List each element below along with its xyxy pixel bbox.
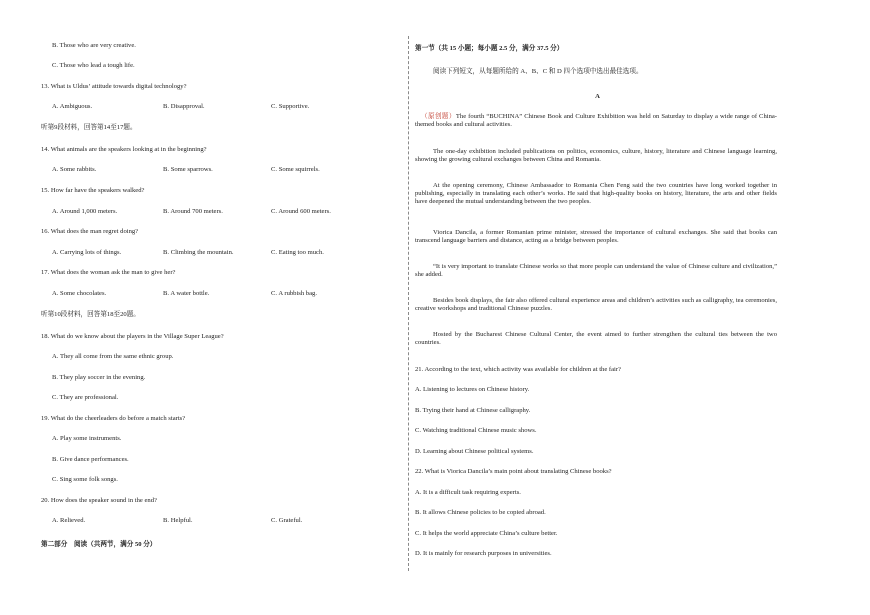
paragraph-7: Hosted by the Bucharest Chinese Cultural Center, the event aimed to further strengthen the cultural ties between the two countries.: [415, 331, 777, 347]
q21-option-d: D. Learning about Chinese political systems.: [415, 448, 534, 455]
original-tag: （原创题）: [421, 113, 456, 120]
q14-option-b: B. Some sparrows.: [163, 166, 213, 173]
q19-question: 19. What do the cheerleaders do before a match starts?: [41, 415, 186, 422]
paragraph-4: Viorica Dancila, a former Romanian prime minister, stressed the importance of cultural exchanges. She said that books can transcend language barriers and distance, acting as a bridge between peoples.: [415, 229, 777, 245]
q12-option-b: B. Those who are very creative.: [52, 42, 136, 49]
section-10-heading: 听第10段材料，回答第18至20题。: [41, 311, 140, 318]
q13-option-b: B. Disapproval.: [163, 103, 205, 110]
q14-question: 14. What animals are the speakers looking at in the beginning?: [41, 146, 207, 153]
q17-option-b: B. A water bottle.: [163, 290, 210, 297]
q17-question: 17. What does the woman ask the man to give her?: [41, 269, 176, 276]
paragraph-1: [415, 113, 777, 129]
paragraph-3: At the opening ceremony, Chinese Ambassador to Romania Chen Feng said the two countries have long worked together in publishing, especially in translating each other’s works. He said that high-quality books on history, literature, the arts and other fields have deepened the mutual understanding between the two peoples.: [415, 182, 777, 206]
q21-option-c: C. Watching traditional Chinese music shows.: [415, 427, 537, 434]
q13-option-c: C. Supportive.: [271, 103, 310, 110]
q22-option-b: B. It allows Chinese policies to be copied abroad.: [415, 509, 546, 516]
q20-option-a: A. Relieved.: [52, 517, 86, 524]
part-2-heading: 第二部分 阅读（共两节，满分 50 分）: [41, 541, 157, 548]
q20-question: 20. How does the speaker sound in the end?: [41, 497, 157, 504]
q18-option-b: B. They play soccer in the evening.: [52, 374, 146, 381]
q14-option-a: A. Some rabbits.: [52, 166, 97, 173]
q15-option-b: B. Around 700 meters.: [163, 208, 223, 215]
q14-option-c: C. Some squirrels.: [271, 166, 320, 173]
q13-question: 13. What is Uldus’ attitude towards digital technology?: [41, 83, 187, 90]
q16-question: 16. What does the man regret doing?: [41, 228, 139, 235]
q15-option-c: C. Around 600 meters.: [271, 208, 331, 215]
q15-option-a: A. Around 1,000 meters.: [52, 208, 118, 215]
q17-option-a: A. Some chocolates.: [52, 290, 107, 297]
q16-option-c: C. Eating too much.: [271, 249, 324, 256]
q16-option-b: B. Climbing the mountain.: [163, 249, 234, 256]
passage-label: A: [595, 93, 600, 100]
q18-option-a: A. They all come from the same ethnic group.: [52, 353, 174, 360]
paragraph-2: The one-day exhibition included publications on politics, economics, culture, history, literature and Chinese language learning, showing the growing cultural exchanges between China and Romania.: [415, 148, 777, 164]
paragraph-6: Besides book displays, the fair also offered cultural experience areas and children’s activities such as calligraphy, tea ceremonies, creative workshops and traditional Chinese puzzles.: [415, 297, 777, 313]
section-9-heading: 听第9段材料，回答第14至17题。: [41, 124, 137, 131]
q13-option-a: A. Ambiguous.: [52, 103, 93, 110]
q18-question: 18. What do we know about the players in the Village Super League?: [41, 333, 224, 340]
q22-option-d: D. It is mainly for research purposes in universities.: [415, 550, 552, 557]
section-1-heading: 第一节（共 15 小题；每小题 2.5 分，满分 37.5 分）: [415, 45, 564, 52]
q16-option-a: A. Carrying lots of things.: [52, 249, 122, 256]
q18-option-c: C. They are professional.: [52, 394, 119, 401]
paragraph-5: “It is very important to translate Chinese works so that more people can understand the value of Chinese culture and civilization,” she added.: [415, 263, 777, 279]
column-divider: [408, 36, 409, 571]
reading-instructions: 阅读下列短文，从每题所给的 A、B、C 和 D 四个选项中选出最佳选项。: [433, 68, 643, 75]
q21-option-a: A. Listening to lectures on Chinese history.: [415, 386, 530, 393]
q21-option-b: B. Trying their hand at Chinese calligraphy.: [415, 407, 531, 414]
q20-option-c: C. Grateful.: [271, 517, 303, 524]
q19-option-a: A. Play some instruments.: [52, 435, 122, 442]
q21-question: 21. According to the text, which activity was available for children at the fair?: [415, 366, 621, 373]
q12-option-c: C. Those who lead a tough life.: [52, 62, 135, 69]
paragraph-1-text: The fourth “BUCHINA” Chinese Book and Culture Exhibition was held on Saturday to display a wide range of China-themed books and cultural activities.: [415, 113, 778, 129]
q22-option-c: C. It helps the world appreciate China’s culture better.: [415, 530, 558, 537]
q15-question: 15. How far have the speakers walked?: [41, 187, 145, 194]
q17-option-c: C. A rubbish bag.: [271, 290, 317, 297]
q22-option-a: A. It is a difficult task requiring experts.: [415, 489, 521, 496]
q22-question: 22. What is Viorica Dancila’s main point about translating Chinese books?: [415, 468, 612, 475]
q19-option-c: C. Sing some folk songs.: [52, 476, 118, 483]
q20-option-b: B. Helpful.: [163, 517, 193, 524]
q19-option-b: B. Give dance performances.: [52, 456, 129, 463]
